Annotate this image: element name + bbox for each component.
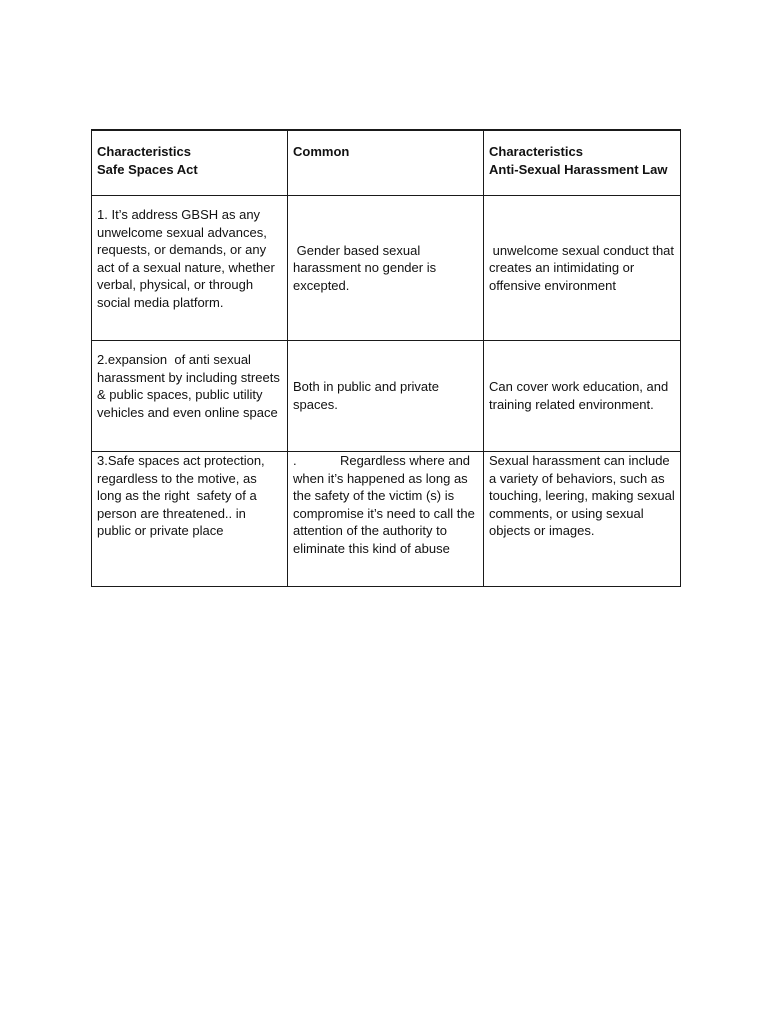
cell-common: Both in public and private spaces.: [288, 341, 484, 452]
table-row: [92, 341, 681, 452]
table-row: [92, 452, 681, 587]
cell-anti-sh: unwelcome sexual conduct that creates an intimidating or offensive environment: [484, 196, 681, 341]
cell-anti-sh: Sexual harassment can include a variety of behaviors, such as touching, leering, making sexual comments, or using sexual objects or images.: [484, 452, 681, 587]
table-row: [92, 196, 681, 341]
header-common: [288, 130, 484, 196]
cell-common: Gender based sexual harassment no gender is excepted.: [288, 196, 484, 341]
header-safe-spaces-act: [92, 130, 288, 196]
cell-common: . Regardless where and when it’s happened as long as the safety of the victim (s) is compromise it’s need to call the attention of the authority to eliminate this kind of abuse: [288, 452, 484, 587]
header-line: Characteristics: [97, 144, 191, 159]
cell-anti-sh: Can cover work education, and training related environment.: [484, 341, 681, 452]
header-line: Characteristics: [489, 144, 583, 159]
header-anti-sexual-harassment-law: [484, 130, 681, 196]
cell-safe-spaces: 3.Safe spaces act protection, regardless to the motive, as long as the right safety of a person are threatened.. in public or private place: [92, 452, 288, 587]
cell-safe-spaces: 2.expansion of anti sexual harassment by including streets & public spaces, public utility vehicles and even online space: [92, 341, 288, 452]
cell-safe-spaces: 1. It’s address GBSH as any unwelcome sexual advances, requests, or demands, or any act of a sexual nature, whether verbal, physical, or through social media platform.: [92, 196, 288, 341]
header-line: Safe Spaces Act: [97, 161, 198, 177]
comparison-table: [91, 129, 681, 587]
header-line: Common: [293, 144, 350, 159]
table-header-row: [92, 130, 681, 196]
header-line: Anti-Sexual Harassment Law: [489, 161, 668, 177]
